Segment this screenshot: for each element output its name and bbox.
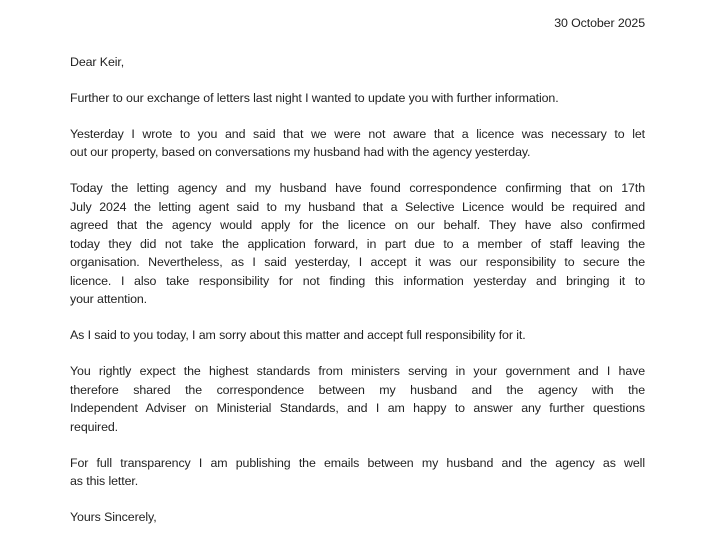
letter-line: licence. I also take responsibility for not finding this information yesterday and bringing it to	[70, 273, 645, 288]
letter-paragraph-intro	[70, 89, 645, 108]
letter-line: As I said to you today, I am sorry about this matter and accept full responsibility for it.	[70, 328, 526, 342]
letter-line: your attention.	[70, 292, 148, 306]
letter-line: today they did not take the application forward, in part due to a member of staff leaving the	[70, 236, 645, 251]
letter-paragraph-today-correspondence	[70, 179, 645, 309]
letter-line: Further to our exchange of letters last night I wanted to update you with further information.	[70, 90, 559, 105]
letter-paragraph-standards	[70, 362, 645, 436]
letter-line: organisation. Nevertheless, as I said yesterday, I accept it was our responsibility to secure the	[70, 255, 645, 269]
letter-date: 30 October 2025	[554, 16, 645, 30]
letter-line: agreed that the agency would apply for the licence on our behalf. They have also confirmed	[70, 218, 645, 232]
letter-paragraph-apology	[70, 326, 645, 345]
letter-line: out our property, based on conversations my husband had with the agency yesterday.	[70, 145, 531, 159]
letter-closing: Yours Sincerely,	[70, 510, 157, 524]
letter-line: as this letter.	[70, 474, 139, 488]
letter-paragraph-yesterday	[70, 125, 645, 162]
letter-line: You rightly expect the highest standards from ministers serving in your government and I have	[70, 364, 645, 378]
letter-line: July 2024 the letting agent said to my husband that a Selective Licence would be required and	[70, 199, 645, 214]
letter-line: Independent Adviser on Ministerial Standards, and I am happy to answer any further questions	[70, 401, 645, 415]
letter-greeting: Dear Keir,	[70, 54, 125, 69]
letter-line: Yesterday I wrote to you and said that we were not aware that a licence was necessary to let	[70, 126, 645, 141]
letter-line: required.	[70, 419, 119, 434]
letter-line: For full transparency I am publishing the emails between my husband and the agency as well	[70, 455, 645, 470]
letter-line: therefore shared the correspondence between my husband and the agency with the	[70, 382, 645, 397]
letter-paragraph-transparency	[70, 454, 645, 491]
letter-line: Today the letting agency and my husband have found correspondence confirming that on 17th	[70, 181, 645, 195]
